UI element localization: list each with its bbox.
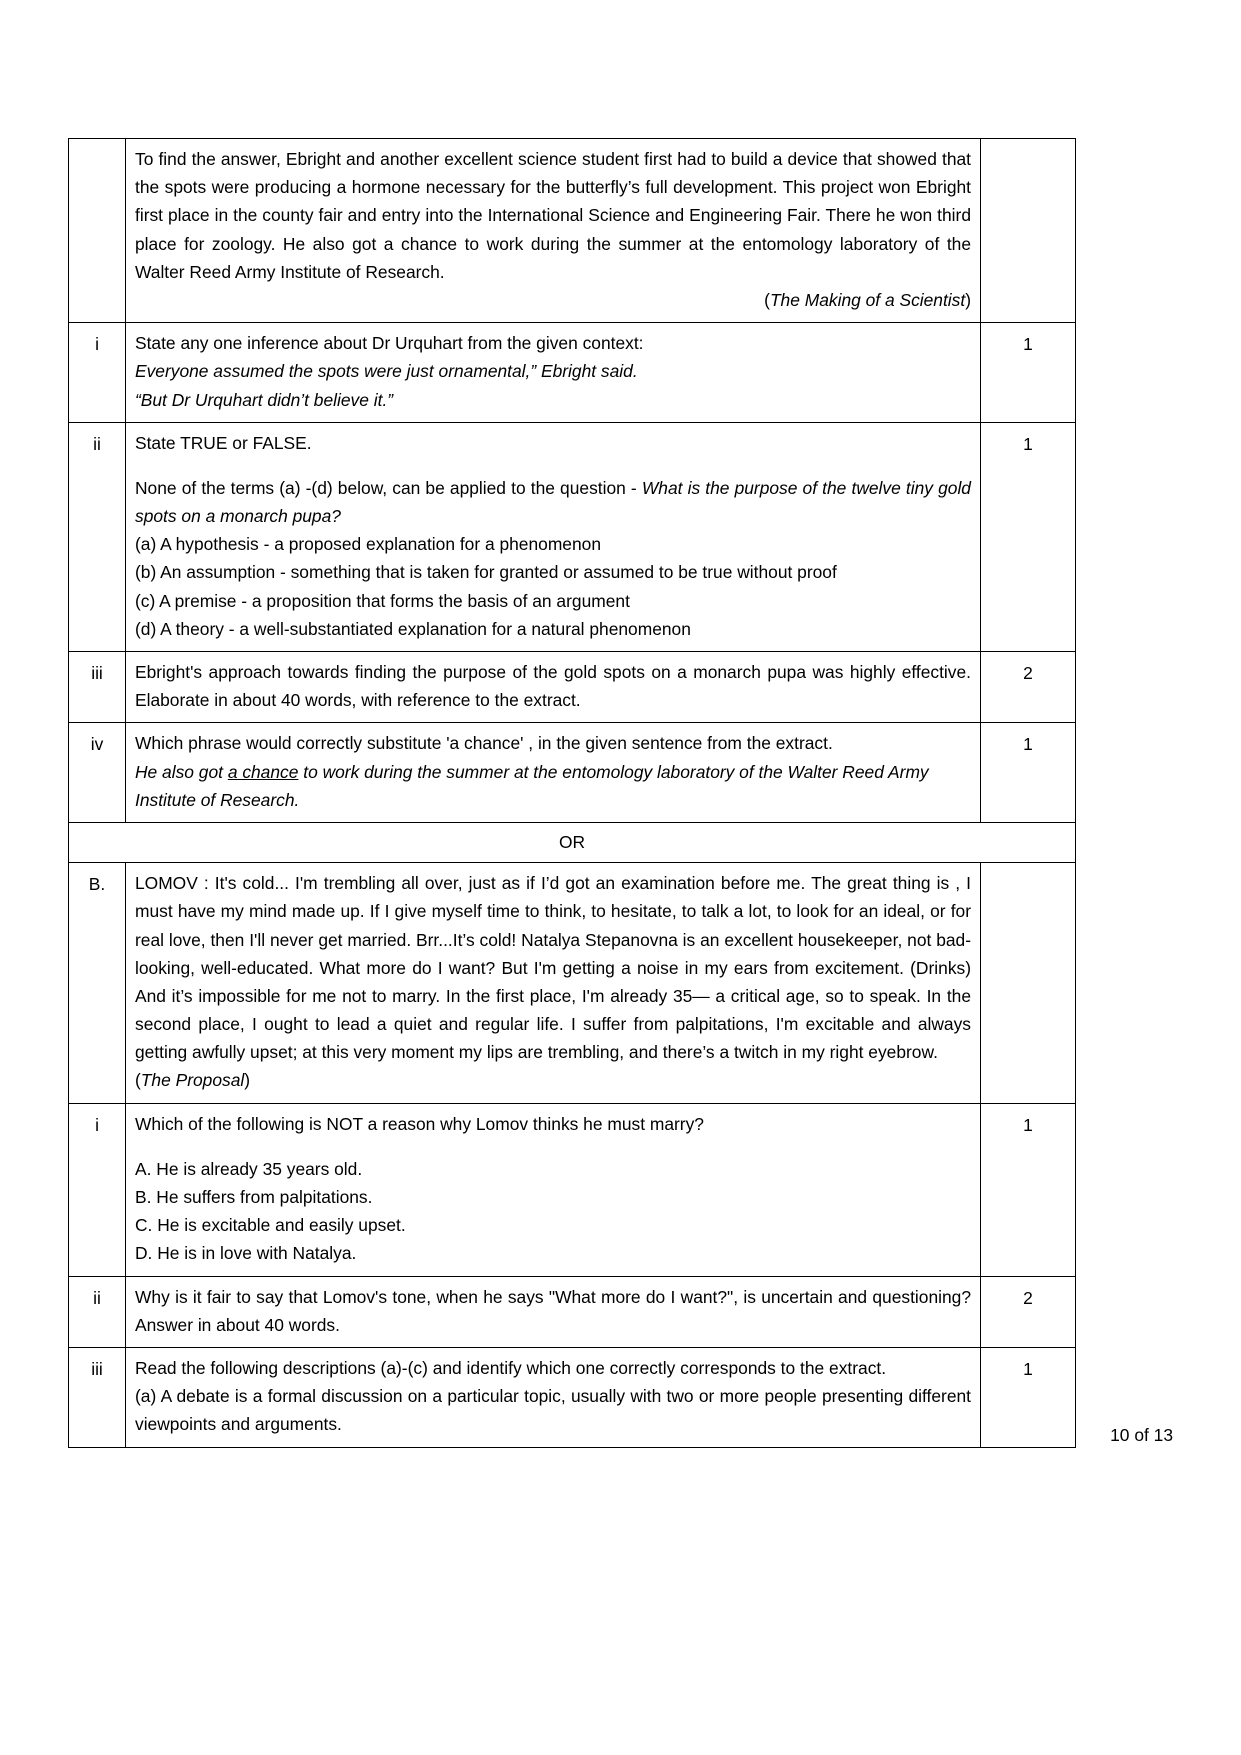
question-ii-option-c: (c) A premise - a proposition that forms the basis of an argument xyxy=(135,590,630,611)
quote-after: to work during the summer at the entomology laboratory of the Walter Reed Army Institute of Research. xyxy=(135,761,929,810)
question-iv-quote xyxy=(135,758,971,814)
question-i-quote-1: Everyone assumed the spots were just ornamental,” Ebright said. xyxy=(135,361,638,382)
question-ii-option-b: (b) An assumption - something that is taken for granted or assumed to be true without proof xyxy=(135,562,837,583)
extract-a-paragraph: To find the answer, Ebright and another excellent science student first had to build a device that showed that the spots were producing a hormone necessary for the butterfly’s full development. This project won Ebright first place in the county fair and entry into the International Science and Engineering Fair. There he won third place for zoology. He also got a chance to work during the summer at the entomology laboratory of the Walter Reed Army Institute of Research. xyxy=(135,149,971,282)
row-label-b: B. xyxy=(69,863,126,1104)
marks-b-i: 1 xyxy=(981,1103,1076,1276)
quote-underlined-phrase: a chance xyxy=(227,761,299,782)
extract-b-attribution xyxy=(135,1066,971,1094)
question-b-iii-option-a: (a) A debate is a formal discussion on a particular topic, usually with two or more people presenting different viewpoints and arguments. xyxy=(135,1386,971,1435)
question-iii-cell xyxy=(126,652,981,723)
question-b-i-option-b: B. He suffers from palpitations. xyxy=(135,1187,373,1207)
table-row xyxy=(69,1276,1076,1347)
question-ii-heading: State TRUE or FALSE. xyxy=(135,432,312,453)
question-i-prompt: State any one inference about Dr Urquhart from the given context: xyxy=(135,333,644,354)
extract-a-cell xyxy=(126,139,981,323)
question-b-i-prompt: Which of the following is NOT a reason why Lomov thinks he must marry? xyxy=(135,1113,704,1134)
attrib-open-paren: ( xyxy=(764,289,770,310)
question-b-i-option-c: C. He is excitable and easily upset. xyxy=(135,1215,406,1236)
table-row xyxy=(69,1347,1076,1447)
table-row xyxy=(69,422,1076,651)
row-label-blank xyxy=(69,139,126,323)
table-row xyxy=(69,323,1076,423)
question-iv-cell xyxy=(126,723,981,823)
question-ii-stem-italic: What is the purpose of the twelve tiny gold spots on a monarch pupa? xyxy=(135,477,971,527)
spacer xyxy=(135,457,971,474)
attrib-title: The Making of a Scientist xyxy=(769,289,966,310)
extract-b-cell xyxy=(126,863,981,1104)
question-ii-stem xyxy=(135,474,971,530)
or-divider: OR xyxy=(69,822,1076,862)
question-ii-option-d: (d) A theory - a well-substantiated explanation for a natural phenomenon xyxy=(135,618,691,639)
table-row xyxy=(69,723,1076,823)
page-footer: 10 of 13 xyxy=(1110,1425,1173,1445)
row-label-i: i xyxy=(69,323,126,423)
row-label-b-ii: ii xyxy=(69,1276,126,1347)
question-b-ii-text: Why is it fair to say that Lomov's tone, when he says "What more do I want?", is uncertain and questioning? Answer in about 40 words. xyxy=(135,1286,971,1335)
question-iv-text: Which phrase would correctly substitute 'a chance' , in the given sentence from the extract. xyxy=(135,733,833,754)
question-b-iii-cell xyxy=(126,1347,981,1447)
table-row xyxy=(69,1103,1076,1276)
table-row xyxy=(69,139,1076,323)
attrib-title: The Proposal xyxy=(140,1070,245,1091)
question-ii-option-a: (a) A hypothesis - a proposed explanation for a phenomenon xyxy=(135,534,601,555)
question-iii-text: Ebright's approach towards finding the purpose of the gold spots on a monarch pupa was highly effective. Elaborate in about 40 words, with reference to the extract. xyxy=(135,662,971,711)
row-label-b-iii: iii xyxy=(69,1347,126,1447)
table-row xyxy=(69,652,1076,723)
marks-iii: 2 xyxy=(981,652,1076,723)
attrib-close-paren: ) xyxy=(244,1070,251,1091)
table-row xyxy=(69,822,1076,862)
question-i-cell xyxy=(126,323,981,423)
question-i-quote-2: “But Dr Urquhart didn’t believe it.” xyxy=(135,389,394,410)
marks-i: 1 xyxy=(981,323,1076,423)
extract-a-attribution xyxy=(135,286,971,314)
table-row xyxy=(69,863,1076,1104)
marks-blank xyxy=(981,139,1076,323)
marks-b-ii: 2 xyxy=(981,1276,1076,1347)
question-table xyxy=(68,138,1076,1448)
question-b-i-option-a: A. He is already 35 years old. xyxy=(135,1158,363,1179)
question-ii-cell xyxy=(126,422,981,651)
marks-blank xyxy=(981,863,1076,1104)
row-label-ii: ii xyxy=(69,422,126,651)
attrib-close-paren: ) xyxy=(965,289,971,310)
quote-before: He also got xyxy=(135,761,228,782)
question-ii-stem-plain: None of the terms (a) -(d) below, can be applied to the question - xyxy=(135,477,642,498)
question-b-i-option-d: D. He is in love with Natalya. xyxy=(135,1243,357,1264)
spacer xyxy=(135,1138,971,1155)
marks-b-iii: 1 xyxy=(981,1347,1076,1447)
row-label-iii: iii xyxy=(69,652,126,723)
row-label-b-i: i xyxy=(69,1103,126,1276)
attrib-open-paren: ( xyxy=(135,1070,141,1091)
marks-ii: 1 xyxy=(981,422,1076,651)
question-b-ii-cell xyxy=(126,1276,981,1347)
question-b-iii-text: Read the following descriptions (a)-(c) and identify which one correctly corresponds to the extract. xyxy=(135,1357,887,1378)
extract-b-paragraph: LOMOV : It's cold... I'm trembling all over, just as if I’d got an examination before me. The great thing is , I must have my mind made up. If I give myself time to think, to hesitate, to talk a lot, to look for an ideal, or for real love, then I'll never get married. Brr...It’s cold! Natalya Stepanovna is an excellent housekeeper, not bad-looking, well-educated. What more do I want? But I'm getting a noise in my ears from excitement. (Drinks) And it’s impossible for me not to marry. In the first place, I'm already 35— a critical age, so to speak. In the second place, I ought to lead a quiet and regular life. I suffer from palpitations, I'm excitable and always getting awfully upset; at this very moment my lips are trembling, and there’s a twitch in my right eyebrow. xyxy=(135,873,971,1063)
question-b-i-cell xyxy=(126,1103,981,1276)
row-label-iv: iv xyxy=(69,723,126,823)
marks-iv: 1 xyxy=(981,723,1076,823)
